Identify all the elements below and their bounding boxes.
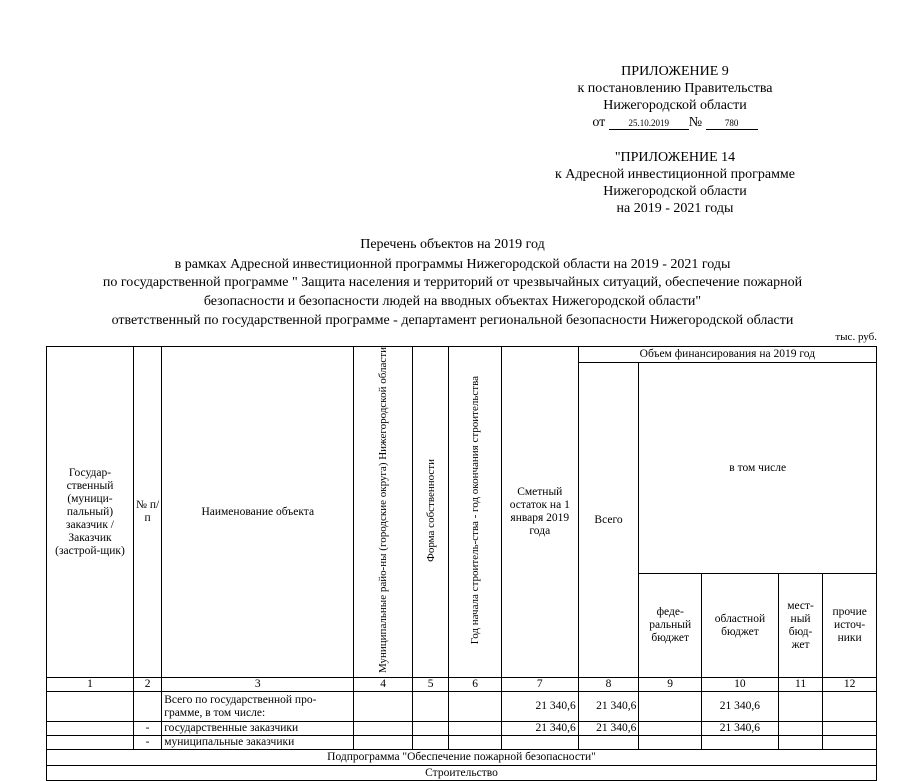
cell-ownership (412, 722, 448, 736)
cell-num: - (133, 736, 161, 750)
heading-line2: в рамках Адресной инвестиционной программы Нижегородской области на 2019 - 2021 годы (174, 257, 731, 272)
cell-customer (47, 692, 134, 722)
cell-federal (639, 722, 702, 736)
cell-years (449, 722, 502, 736)
heading-line1: Перечень объектов на 2019 год (360, 237, 545, 252)
cell-other (823, 692, 877, 722)
header-federal: феде-ральный бюджет (639, 574, 702, 678)
header-local: мест-ный бюд-жет (778, 574, 822, 678)
cell-num (133, 692, 161, 722)
cell-ownership (412, 736, 448, 750)
objects-table (46, 346, 877, 781)
cell-years (449, 736, 502, 750)
col-number: 4 (354, 678, 413, 692)
appendix-14-line1: к Адресной инвестиционной программе (554, 167, 796, 182)
cell-estimate: 21 340,6 (501, 722, 578, 736)
cell-federal (639, 692, 702, 722)
decree-date: 25.10.2019 (609, 118, 689, 130)
appendix-9-line2: Нижегородской области (603, 98, 747, 113)
col-number: 12 (823, 678, 877, 692)
cell-ownership (412, 692, 448, 722)
cell-district (354, 722, 413, 736)
col-number: 2 (133, 678, 161, 692)
column-numbers-row (47, 678, 877, 692)
col-number: 5 (412, 678, 448, 692)
cell-name: муниципальные заказчики (162, 736, 354, 750)
appendix-14-line3: на 2019 - 2021 годы (616, 201, 734, 216)
appendix-14-line2: Нижегородской области (603, 184, 747, 199)
header-customer: Государ-ственный (муници-пальный) заказчик /Заказчик (застрой-щик) (47, 347, 134, 678)
header-regional: областной бюджет (702, 574, 779, 678)
header-other: прочие источ-ники (823, 574, 877, 678)
col-number: 1 (47, 678, 134, 692)
decree-number: 780 (706, 118, 758, 130)
col-number: 10 (702, 678, 779, 692)
cell-total (578, 736, 639, 750)
cell-years (449, 692, 502, 722)
heading-line5: ответственный по государственной программе - департамент региональной безопасности Нижегородской области (111, 313, 794, 328)
header-name: Наименование объекта (162, 347, 354, 678)
cell-local (778, 692, 822, 722)
cell-name: Всего по государственной про-грамме, в том числе: (162, 692, 354, 722)
cell-total: 21 340,6 (578, 722, 639, 736)
col-number: 9 (639, 678, 702, 692)
appendix-9-line1: к постановлению Правительства (577, 81, 773, 96)
section-row: Строительство (47, 766, 877, 781)
cell-district (354, 736, 413, 750)
header-including: в том числе (639, 363, 877, 574)
cell-federal (639, 736, 702, 750)
cell-other (823, 722, 877, 736)
appendix-9-date-line (525, 114, 825, 131)
header-total: Всего (578, 363, 639, 678)
subprogram-row: Подпрограмма "Обеспечение пожарной безопасности" (47, 750, 877, 766)
cell-regional (702, 736, 779, 750)
header-ownership-text: Форма собственности (424, 458, 437, 562)
col-number: 11 (778, 678, 822, 692)
col-number: 8 (578, 678, 639, 692)
cell-regional: 21 340,6 (702, 692, 779, 722)
header-district-text: Муниципальные райо-ны (городские округа) Нижегородской области (377, 347, 390, 673)
cell-district (354, 692, 413, 722)
cell-regional: 21 340,6 (702, 722, 779, 736)
col-number: 3 (162, 678, 354, 692)
table-row (47, 736, 877, 750)
cell-customer (47, 736, 134, 750)
heading-line4: безопасности и безопасности людей на вводных объектах Нижегородской области" (203, 294, 702, 309)
from-label: от (592, 115, 606, 130)
header-num: № п/п (133, 347, 161, 678)
cell-local (778, 722, 822, 736)
cell-estimate: 21 340,6 (501, 692, 578, 722)
cell-estimate (501, 736, 578, 750)
heading-line3: по государственной программе " Защита населения и территорий от чрезвычайных ситуаций, обеспечение пожарной (102, 275, 803, 290)
header-funding: Объем финансирования на 2019 год (578, 347, 876, 363)
cell-local (778, 736, 822, 750)
units-label: тыс. руб. (835, 331, 877, 343)
cell-other (823, 736, 877, 750)
cell-num: - (133, 722, 161, 736)
table-row (47, 692, 877, 722)
header-district (354, 347, 413, 678)
number-label: № (688, 115, 703, 130)
header-years (449, 347, 502, 678)
header-ownership (412, 347, 448, 678)
cell-name: государственные заказчики (162, 722, 354, 736)
appendix-14-title: "ПРИЛОЖЕНИЕ 14 (614, 150, 736, 165)
table-row (47, 722, 877, 736)
cell-total: 21 340,6 (578, 692, 639, 722)
appendix-9-title: ПРИЛОЖЕНИЕ 9 (621, 64, 729, 79)
cell-customer (47, 722, 134, 736)
col-number: 6 (449, 678, 502, 692)
header-estimate: Сметный остаток на 1 января 2019 года (501, 347, 578, 678)
header-years-text: Год начала строитель-ства - год окончания строительства (469, 375, 482, 645)
col-number: 7 (501, 678, 578, 692)
